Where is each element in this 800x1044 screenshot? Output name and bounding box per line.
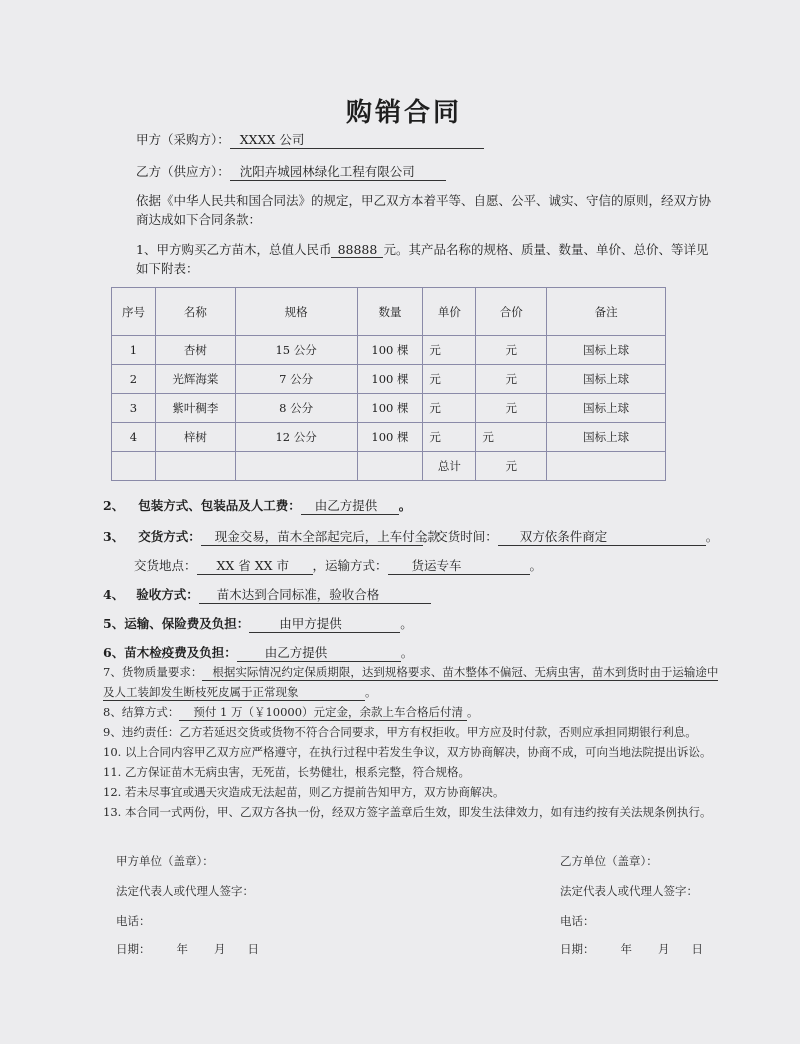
clause-1-line-2: 如下附表： [136,261,199,276]
table-cell: 国标上球 [547,394,666,423]
clause-2-line [103,496,411,515]
clause-8-end: 。 [467,705,479,719]
table-cell: 100 棵 [357,394,423,423]
clause-10: 10. 以上合同内容甲乙双方应严格遵守，在执行过程中若发生争议，双方协商解决，协商不成，可向当地法院提出诉讼。 [103,745,712,759]
table-cell: 元 [423,336,476,365]
party-b-year: 年 [620,942,632,956]
clause-3-place-value: XX 省 XX 市 [197,556,313,575]
table-cell: 元 [423,423,476,452]
clause-9: 9、违约责任：乙方若延迟交货或货物不符合合同要求，甲方有权拒收。甲方应及时付款，否则应承担同期银行利息。 [103,725,697,739]
items-table [111,287,666,481]
table-cell: 100 棵 [357,423,423,452]
table-cell: 国标上球 [547,336,666,365]
clause-1-line-1 [136,240,708,258]
party-a-day: 日 [247,942,259,956]
party-b-line [136,162,446,181]
clause-6-value: 由乙方提供 [237,643,401,662]
party-b-date-label: 日期： [560,942,595,956]
clause-3-value: 现金交易，苗木全部起完后，上车付全款 [201,527,423,546]
clause-5-line [103,614,413,633]
party-a-representative: 法定代表人或代理人签字： [116,884,254,898]
party-a-unit-seal: 甲方单位（盖章）： [116,854,214,868]
clause-7-line-1 [103,664,718,681]
table-cell: 梓树 [155,423,235,452]
party-b-label: 乙方（供应方）： [136,164,230,179]
party-b-day: 日 [691,942,703,956]
table-cell: 元 [476,336,547,365]
party-b-date [560,941,703,957]
table-cell: 3 [112,394,156,423]
clause-4-num: 4、 [103,587,125,602]
clause-13: 13. 本合同一式两份，甲、乙双方各执一份，经双方签字盖章后生效，即发生法律效力，如有违约按有关法规条例执行。 [103,805,712,819]
party-b-unit-seal: 乙方单位（盖章）： [560,854,658,868]
clause-3-label: 交货方式： [138,529,201,544]
party-b-month: 月 [658,942,670,956]
party-b-representative: 法定代表人或代理人签字： [560,884,698,898]
clause-4-line [103,585,431,604]
column-header: 单价 [423,288,476,336]
table-cell: 光辉海棠 [155,365,235,394]
party-a-phone: 电话： [116,914,151,928]
clause-3-time-value: 双方依条件商定 [498,527,706,546]
clause-12: 12. 若未尽事宜或遇天灾造成无法起苗，则乙方提前告知甲方，双方协商解决。 [103,785,505,799]
column-header: 序号 [112,288,156,336]
clause-5-value: 由甲方提供 [249,614,400,633]
clause-8-line [103,704,479,721]
table-cell: 100 棵 [357,336,423,365]
table-cell: 12 公分 [235,423,357,452]
clause-7-label: 7、货物质量要求： [103,665,203,679]
table-cell: 8 公分 [235,394,357,423]
table-row [112,423,666,452]
column-header: 规格 [235,288,357,336]
column-header: 合价 [476,288,547,336]
table-cell: 4 [112,423,156,452]
table-row [112,336,666,365]
clause-6-end: 。 [400,645,414,660]
clause-7-value-1: 根据实际情况约定保质期限，达到规格要求、苗木整体不偏冠、无病虫害，苗木到货时由于运输途中 [202,664,718,681]
clause-3-line-2 [134,556,542,575]
table-cell: 杏树 [155,336,235,365]
clause-3-place-label: 交货地点： [134,558,197,573]
party-a-value: XXXX 公司 [230,130,484,149]
party-a-date-label: 日期： [116,942,151,956]
clause-3-num: 3、 [103,529,125,544]
clause-1-amount: 88888 [331,242,383,258]
clause-4-value: 苗木达到合同标准，验收合格 [199,585,431,604]
table-row [112,365,666,394]
table-cell [155,452,235,481]
clause-3-transport-value: 货运专车 [388,556,530,575]
table-cell: 7 公分 [235,365,357,394]
table-cell: 元 [423,365,476,394]
table-total-row [112,452,666,481]
clause-3-line-1 [103,527,718,546]
clause-6-label: 6、苗木检疫费及负担： [103,645,237,660]
clause-3-end-2: 。 [529,558,543,573]
table-cell: 2 [112,365,156,394]
clause-1-text-b: 元。其产品名称的规格、质量、数量、单价、总价、等详见 [383,242,709,257]
clause-11: 11. 乙方保证苗木无病虫害，无死苗，长势健壮，根系完整，符合规格。 [103,765,470,779]
table-cell: 紫叶稠李 [155,394,235,423]
clause-7-value-2: 及人工装卸发生断枝死皮属于正常现象 [103,684,365,701]
clause-8-value: 预付 1 万（￥10000）元定金，余款上车合格后付清 [179,704,467,721]
party-a-month: 月 [214,942,226,956]
total-label: 总计 [423,452,476,481]
table-cell: 元 [423,394,476,423]
column-header: 备注 [547,288,666,336]
table-cell [235,452,357,481]
table-cell: 国标上球 [547,365,666,394]
clause-7-end: 。 [365,685,377,699]
party-b-value: 沈阳卉城园林绿化工程有限公司 [230,162,446,181]
table-cell [112,452,156,481]
clause-2-end: 。 [398,498,412,513]
table-cell: 100 棵 [357,365,423,394]
clause-5-label: 5、运输、保险费及负担： [103,616,250,631]
table-cell [547,452,666,481]
document-title: 购销合同 [346,98,463,128]
table-cell: 15 公分 [235,336,357,365]
clause-5-end: 。 [400,616,413,631]
clause-7-line-2 [103,684,377,701]
table-cell [357,452,423,481]
clause-8-label: 8、结算方式： [103,705,180,719]
clause-2-num: 2、 [103,498,125,513]
table-cell: 元 [476,423,547,452]
table-header-row [112,288,666,336]
clause-6-line [103,643,413,662]
clause-2-label: 包装方式、包装品及人工费： [138,498,301,513]
party-a-line [136,130,484,149]
column-header: 名称 [155,288,235,336]
party-a-year: 年 [176,942,188,956]
preamble-line-2: 商达成如下合同条款： [136,212,262,227]
clause-2-value: 由乙方提供 [301,496,399,515]
table-row [112,394,666,423]
table-cell: 元 [476,365,547,394]
table-cell: 元 [476,394,547,423]
clause-3-transport-label: ，运输方式： [312,558,388,573]
party-b-phone: 电话： [560,914,595,928]
table-cell: 国标上球 [547,423,666,452]
total-unit: 元 [476,452,547,481]
clause-3-time-label: 。交货时间： [422,529,498,544]
clause-4-label: 验收方式： [136,587,199,602]
clause-1-text-a: 1、甲方购买乙方苗木，总值人民币 [136,242,332,257]
table-cell: 1 [112,336,156,365]
party-a-date [116,941,259,957]
preamble-line-1: 依据《中华人民共和国合同法》的规定，甲乙双方本着平等、自愿、公平、诚实、守信的原则，经双方协 [136,193,712,208]
party-a-label: 甲方（采购方）： [136,132,230,147]
clause-3-end: 。 [705,529,719,544]
column-header: 数量 [357,288,423,336]
